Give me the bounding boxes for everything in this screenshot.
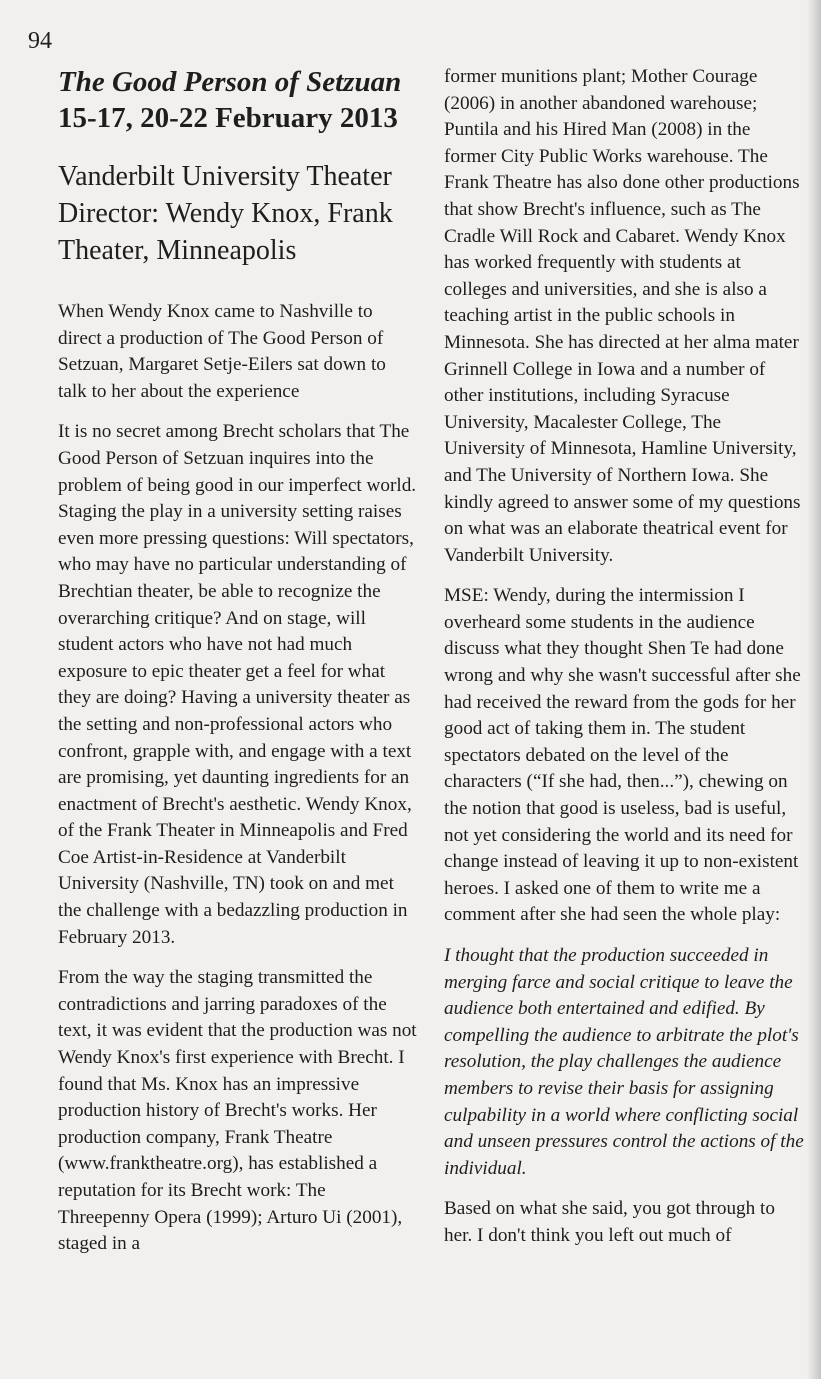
subtitle-line: Director: Wendy Knox, Frank — [58, 198, 393, 229]
right-column — [444, 64, 806, 1264]
intro-paragraph: When Wendy Knox came to Nashville to direct a production of The Good Person of Setzuan, Margaret Setje-Eilers sat down to talk to her about the experience — [58, 301, 386, 402]
performance-dates: 15-17, 20-22 February 2013 — [58, 102, 398, 134]
subtitle-line: Theater, Minneapolis — [58, 235, 297, 266]
interview-question: MSE: Wendy, during the intermission I overheard some students in the audience discuss what they thought Shen Te had done wrong and why she wasn't successful after she had received the reward from the gods for her good act of taking them in. The student spectators debated on the level of the characters (“If she had, then...”), chewing on the notion that good is useless, bad is useful, not yet considering the world and its need for change instead of leaving it up to non-existent heroes. I asked one of them to write me a comment after she had seen the whole play: — [444, 585, 801, 926]
student-quote: I thought that the production succeeded in merging farce and social critique to leave the audience both entertained and edified. By compelling the audience to arbitrate the plot's resolution, the play challenges the audience members to revise their basis for assigning culpability in a world where conflicting social and unseen pressures control the actions of the individual. — [444, 945, 804, 1179]
page-number: 94 — [28, 28, 52, 54]
page-edge-shadow — [807, 0, 821, 1379]
play-title: The Good Person of Setzuan — [58, 66, 402, 98]
body-paragraph: From the way the staging transmitted the contradictions and jarring paradoxes of the text, it was evident that the production was not Wendy Knox's first experience with Brecht. I found that Ms. Knox has an impressive production history of Brecht's works. Her production company, Frank Theatre (www.franktheatre.org), has established a reputation for its Brecht work: The Threepenny Opera (1999); Arturo Ui (2001), staged in a — [58, 967, 417, 1255]
subtitle-line: Vanderbilt University Theater — [58, 161, 392, 192]
body-paragraph: Based on what she said, you got through to her. I don't think you left out much of — [444, 1198, 775, 1246]
article-subtitle — [58, 158, 418, 269]
left-column — [58, 64, 418, 1272]
article-title — [58, 64, 418, 136]
body-paragraph: former munitions plant; Mother Courage (2006) in another abandoned warehouse; Puntila and his Hired Man (2008) in the former City Public Works warehouse. The Frank Theatre has also done other productions that show Brecht's influence, such as The Cradle Will Rock and Cabaret. Wendy Knox has worked frequently with students at colleges and universities, and she is also a teaching artist in the public schools in Minnesota. She has directed at her alma mater Grinnell College in Iowa and a number of other institutions, including Syracuse University, Macalester College, The University of Minnesota, Hamline University, and The University of Northern Iowa. She kindly agreed to answer some of my questions on what was an elaborate theatrical event for Vanderbilt University. — [444, 66, 801, 566]
body-paragraph: It is no secret among Brecht scholars that The Good Person of Setzuan inquires into the problem of being good in our imperfect world. Staging the play in a university setting raises even more pressing questions: Will spectators, who may have no particular understanding of Brechtian theater, be able to recognize the overarching critique? And on stage, will student actors who have not had much exposure to epic theater get a feel for what they are doing? Having a university theater as the setting and non-professional actors who confront, grapple with, and engage with a text are promising, yet daunting ingredients for an enactment of Brecht's aesthetic. Wendy Knox, of the Frank Theater in Minneapolis and Fred Coe Artist-in-Residence at Vanderbilt University (Nashville, TN) took on and met the challenge with a bedazzling production in February 2013. — [58, 421, 417, 948]
